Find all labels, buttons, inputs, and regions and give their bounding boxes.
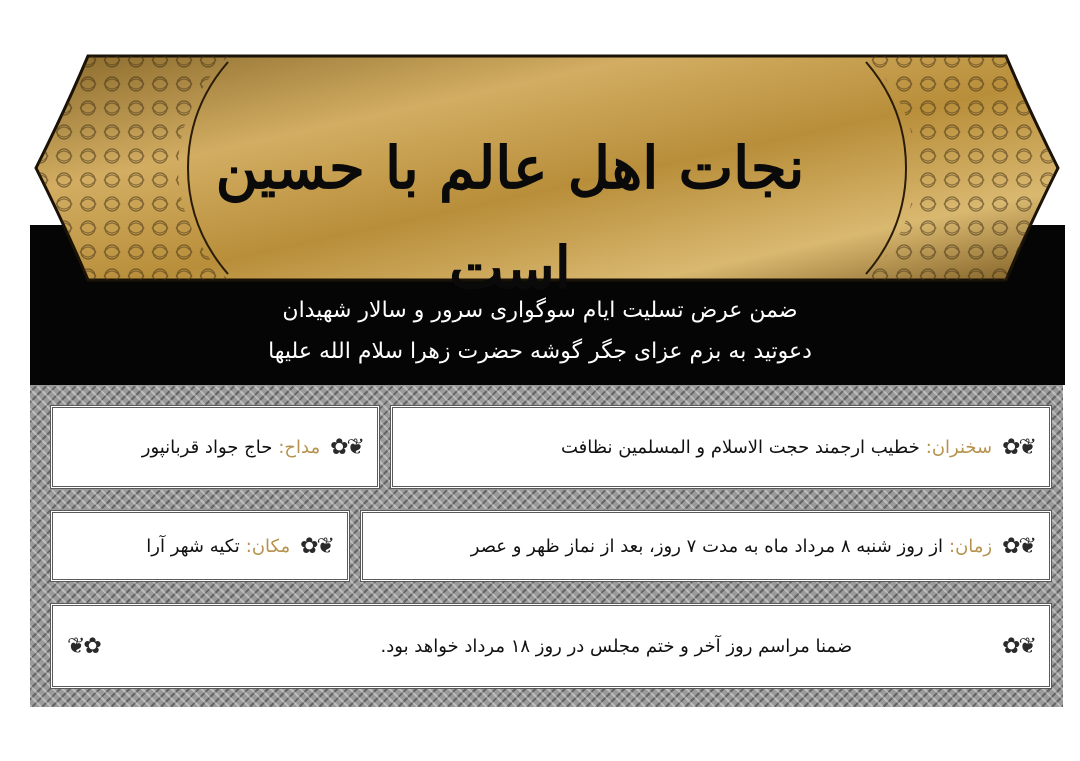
eulogist-value: حاج جواد قربانپور [141, 436, 273, 458]
place-box [50, 510, 350, 582]
floral-ornament-icon: ❦✿ [300, 533, 333, 559]
details-panel [30, 385, 1063, 707]
floral-ornament-icon: ✿❦ [67, 633, 100, 659]
floral-ornament-icon: ❦✿ [330, 434, 363, 460]
eulogist-label: مداح: [278, 436, 321, 458]
note-box [50, 603, 1052, 689]
headline-calligraphy: نجات اهل عالم با حسین است [215, 134, 805, 302]
speaker-label: سخنران: [925, 436, 993, 458]
time-box [360, 510, 1052, 582]
eulogist-box [50, 405, 380, 489]
floral-ornament-icon: ❦✿ [1002, 633, 1035, 659]
intro-line-1: ضمن عرض تسلیت ایام سوگواری سرور و سالار شهیدان [282, 298, 798, 323]
note-value: ضمنا مراسم روز آخر و ختم مجلس در روز ۱۸ مرداد خواهد بود. [380, 635, 853, 657]
speaker-value: خطیب ارجمند حجت الاسلام و المسلمین نظافت [560, 436, 920, 458]
floral-ornament-icon: ❦✿ [1002, 533, 1035, 559]
time-value: از روز شنبه ۸ مرداد ماه به مدت ۷ روز، بعد از نماز ظهر و عصر [470, 535, 944, 557]
speaker-box [390, 405, 1052, 489]
intro-line-2: دعوتید به بزم عزای جگر گوشه حضرت زهرا سلام الله علیها [268, 339, 812, 364]
place-label: مکان: [245, 535, 291, 557]
floral-ornament-icon: ❦✿ [1002, 434, 1035, 460]
place-value: تکیه شهر آرا [146, 535, 240, 557]
time-label: زمان: [949, 535, 993, 557]
